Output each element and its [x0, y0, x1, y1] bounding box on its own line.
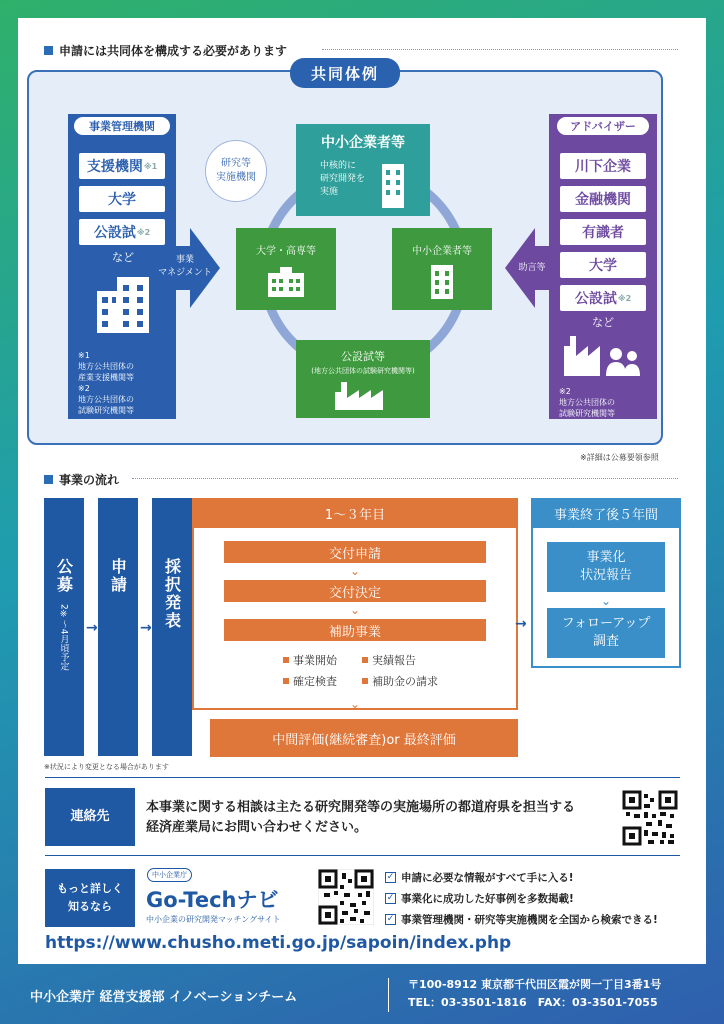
flow-arrow-4: →: [515, 616, 527, 632]
chevron-down-icon: ⌄: [350, 603, 361, 617]
left-item-1-mark: ※1: [143, 161, 158, 171]
contact-text: [146, 798, 575, 838]
agency-badge: 中小企業庁: [147, 868, 192, 882]
after-step-2-line: 調査: [592, 634, 619, 649]
subitem-inspection: [283, 673, 337, 689]
left-item-3: [79, 219, 165, 245]
left-notes: [78, 350, 134, 416]
sme-box: [392, 228, 492, 310]
right-item-4: [560, 252, 646, 278]
left-note-line: 地方公共団体の: [78, 362, 134, 371]
right-item-2-label: 金融機関: [575, 192, 631, 208]
divider: [45, 777, 680, 778]
circle-label-line: 実施機関: [216, 172, 256, 183]
right-item-4-label: 大学: [589, 258, 617, 274]
feature-check-3-label: 事業管理機関・研究等実施機関を全国から検索できる!: [401, 914, 658, 926]
subitem-report: [362, 652, 416, 668]
feature-check-3: [385, 912, 658, 927]
left-note-line: 試験研究機関等: [78, 406, 134, 415]
footer-tel: TEL：03-3501-1816 FAX：03-3501-7055: [408, 996, 658, 1009]
office-building-icon: [378, 162, 408, 208]
sme-core-box: [296, 124, 430, 216]
section2-title-text: 事業の流れ: [59, 473, 120, 487]
website-link[interactable]: https://www.chusho.meti.go.jp/sapoin/index.php: [45, 933, 512, 953]
contact-text-line: 本事業に関する相談は主たる研究開発等の実施場所の都道府県を担当する: [146, 800, 576, 815]
flow-step-apply: [98, 498, 138, 756]
right-item-1: [560, 153, 646, 179]
check-icon: ✓: [386, 914, 395, 924]
flow-step-selection: [152, 498, 192, 756]
circle-label-line: 研究等: [221, 158, 251, 169]
subitem-claim-label: 補助金の請求: [372, 675, 438, 688]
flow-arrow-2: →: [140, 620, 152, 636]
schedule-note: ※状況により変更となる場合があります: [44, 763, 169, 771]
left-note-line: ※1: [78, 351, 90, 360]
chevron-down-icon: ⌄: [350, 697, 361, 711]
advice-arrow-label: 助言等: [518, 263, 546, 273]
check-icon: ✓: [386, 893, 395, 903]
right-note-line: 試験研究機関等: [559, 409, 615, 418]
public-lab-title: 公設試等: [341, 350, 385, 363]
sme-core-sub-line: 実施: [320, 187, 339, 197]
left-note-line: 産業支援機関等: [78, 373, 134, 382]
left-note-line: 地方公共団体の: [78, 395, 134, 404]
gotech-logo[interactable]: [146, 884, 281, 925]
management-arrow-label: [150, 254, 220, 280]
right-notes: [559, 386, 615, 419]
right-item-3: [560, 219, 646, 245]
consortium-tab: 共同体例: [290, 58, 400, 88]
right-etc: など: [592, 316, 614, 329]
step-commercialization-report: [547, 542, 665, 592]
subitem-report-label: 実績報告: [372, 654, 416, 667]
sme-core-sub-line: 研究開発を: [320, 174, 366, 184]
reference-note: ※詳細は公募要領参照: [580, 453, 659, 462]
flow-step-call-sub: 2※〜4月頃予定: [58, 604, 69, 671]
public-lab-sub: (地方公共団体の試験研究機関等): [311, 367, 415, 375]
right-item-2: [560, 186, 646, 212]
bullet-square: [44, 46, 53, 55]
sme-label: 中小企業者等: [412, 246, 472, 257]
advisor-head: アドバイザー: [556, 116, 650, 136]
after-period-head: 事業終了後５年間: [531, 498, 681, 528]
gotech-logo-sub: 中小企業の研究開発マッチングサイト: [146, 915, 281, 924]
public-lab-box: [296, 340, 430, 418]
section1-title-text: 申請には共同体を構成する必要があります: [59, 44, 288, 58]
step-grant-decision: 交付決定: [224, 580, 486, 602]
after-step-2-line: フォローアップ: [561, 616, 651, 631]
building-small-icon: [427, 263, 457, 299]
arrow-label-line: マネジメント: [158, 268, 212, 278]
research-institutions-circle: [205, 140, 267, 202]
more-info-tag: [45, 869, 135, 927]
step-grant-application: 交付申請: [224, 541, 486, 563]
evaluation-bar: 中間評価(継続審査)or 最終評価: [210, 719, 518, 757]
bullet-square: [362, 657, 368, 663]
qr-code-icon[interactable]: [318, 869, 374, 925]
flow-step-call: [44, 498, 84, 756]
left-note-line: ※2: [78, 384, 90, 393]
right-note-line: ※2: [559, 387, 571, 396]
bullet-square: [362, 678, 368, 684]
right-item-5-mark: ※2: [617, 293, 632, 303]
arrow-label-line: 事業: [175, 255, 194, 265]
feature-check-1: [385, 870, 574, 885]
contact-text-line: 経済産業局にお問い合わせください。: [146, 820, 368, 835]
dotted-rule: [322, 49, 678, 50]
school-icon: [266, 265, 306, 297]
section-title-consortium: [44, 42, 287, 59]
left-item-2: [79, 186, 165, 212]
right-note-line: 地方公共団体の: [559, 398, 615, 407]
right-item-5-label: 公設試: [574, 291, 617, 307]
right-item-3-label: 有識者: [582, 225, 624, 241]
feature-check-2-label: 事業化に成功した好事例を多数掲載!: [401, 893, 574, 905]
left-item-1-label: 支援機関: [86, 159, 143, 175]
left-item-2-label: 大学: [108, 192, 136, 208]
left-etc: など: [112, 251, 134, 264]
check-icon: ✓: [386, 872, 395, 882]
bullet-square: [283, 657, 289, 663]
more-tag-line: 知るなら: [68, 900, 112, 913]
subitem-start: [283, 652, 337, 668]
management-head: 事業管理機関: [73, 116, 171, 136]
chevron-down-icon: ⌄: [350, 564, 361, 578]
section-title-flow: [44, 471, 119, 488]
footer-address: 〒100-8912 東京都千代田区霞が関一丁目3番1号: [408, 978, 662, 991]
step-subsidy-project: 補助事業: [224, 619, 486, 641]
qr-code-icon[interactable]: [622, 790, 678, 846]
footer-contact: [408, 976, 661, 1012]
left-item-1: [79, 153, 165, 179]
factory-icon: [333, 380, 393, 410]
sme-core-sub-line: 中核的に: [320, 161, 357, 171]
university-label: 大学・高専等: [256, 246, 316, 257]
dotted-rule: [132, 478, 678, 479]
after-step-1-line: 状況報告: [579, 568, 632, 583]
sme-core-sub: [320, 160, 365, 199]
flow-step-selection-label: 採択発表: [162, 558, 182, 630]
gotech-logo-text: Go-Techナビ: [146, 888, 279, 912]
feature-check-2: [385, 891, 574, 906]
left-item-3-label: 公設試: [93, 225, 136, 241]
building-icon: [93, 273, 153, 335]
footer-divider: [388, 978, 389, 1012]
flow-arrow-1: →: [86, 620, 98, 636]
flow-step-apply-label: 申請: [108, 558, 128, 594]
left-item-3-mark: ※2: [136, 227, 151, 237]
subitem-start-label: 事業開始: [293, 654, 337, 667]
factory-people-icon: [562, 332, 642, 378]
bullet-square: [283, 678, 289, 684]
bullet-square: [44, 475, 53, 484]
after-step-1-line: 事業化: [586, 550, 626, 565]
step-followup-survey: [547, 608, 665, 658]
contact-tag: 連絡先: [45, 788, 135, 846]
divider: [45, 855, 680, 856]
flow-step-call-label: 公募: [54, 558, 74, 594]
subitem-claim: [362, 673, 438, 689]
right-item-5: [560, 285, 646, 311]
university-box: [236, 228, 336, 310]
subitem-inspection-label: 確定検査: [293, 675, 337, 688]
chevron-down-icon: ⌄: [601, 594, 612, 608]
sme-core-title: 中小企業者等: [321, 135, 405, 151]
period-head: 1〜３年目: [192, 498, 518, 528]
feature-check-1-label: 申請に必要な情報がすべて手に入る!: [401, 872, 574, 884]
footer-organization: 中小企業庁 経営支援部 イノベーションチーム: [30, 990, 298, 1005]
more-tag-line: もっと詳しく: [57, 882, 123, 895]
right-item-1-label: 川下企業: [575, 159, 631, 175]
